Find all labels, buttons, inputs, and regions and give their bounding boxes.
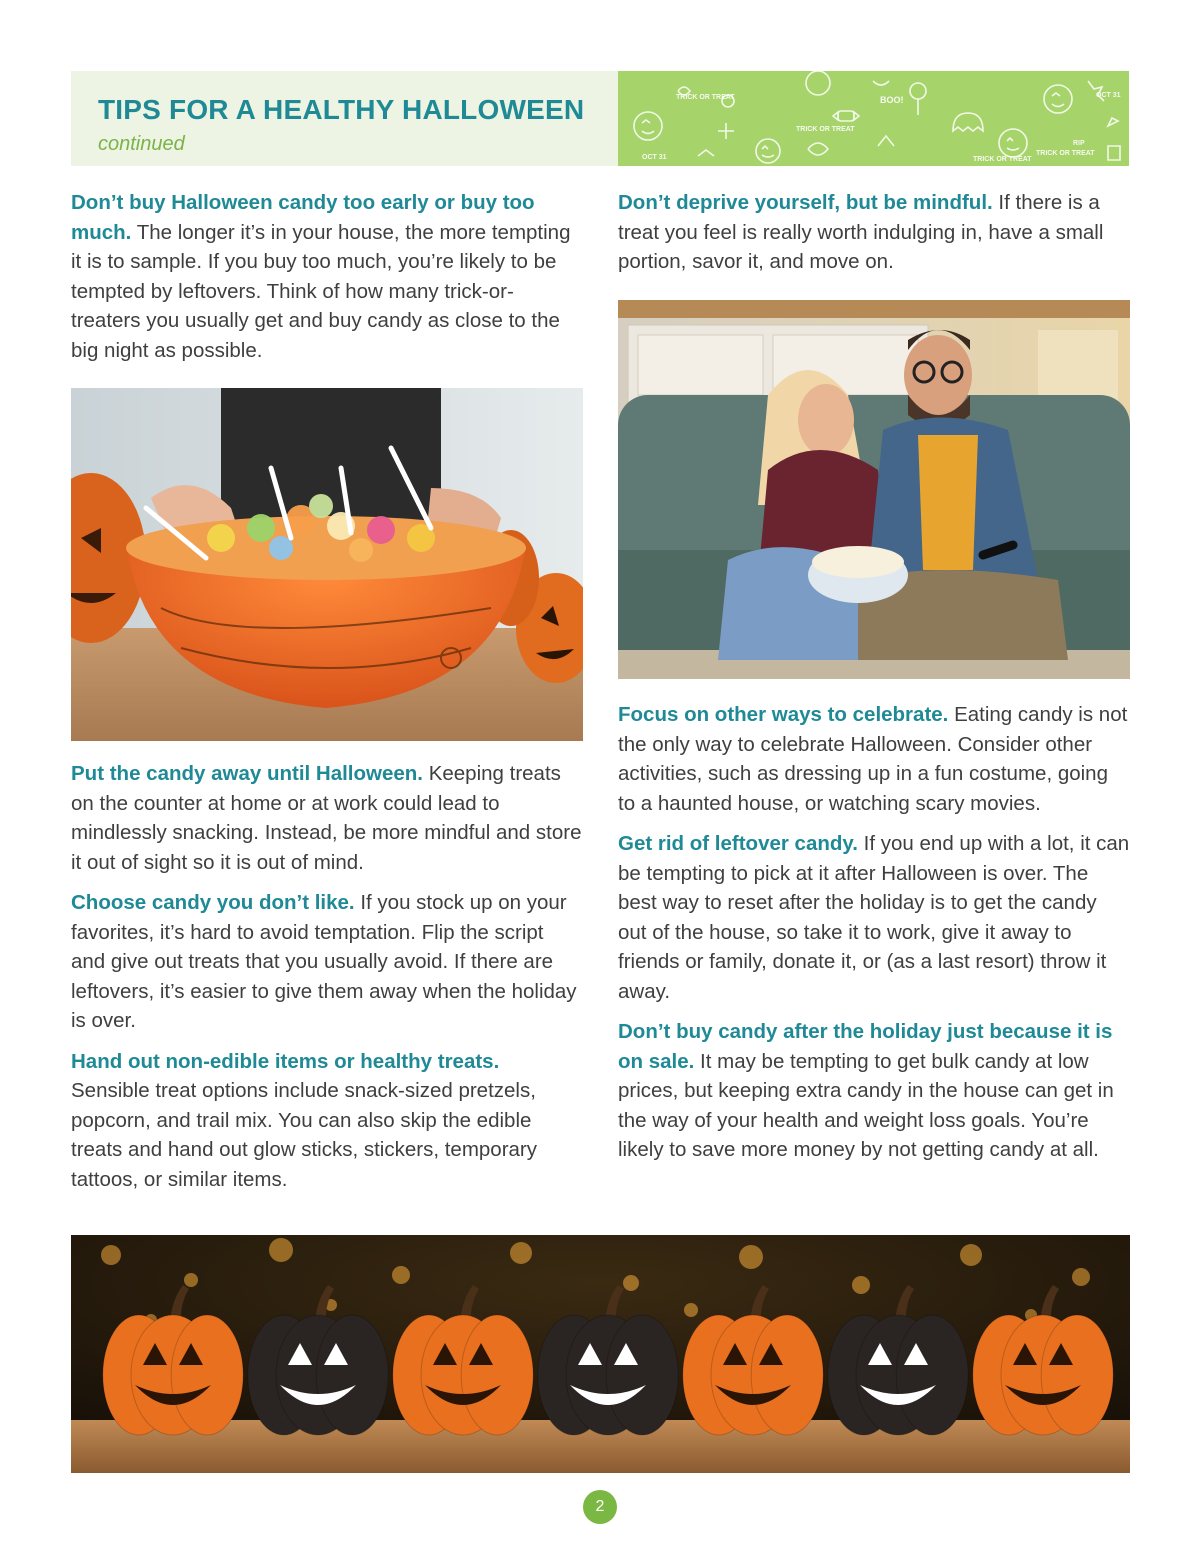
right-column-bottom xyxy=(618,700,1130,1165)
ghost-doodle-icon xyxy=(953,113,983,131)
page-title: TIPS FOR A HEALTHY HALLOWEEN xyxy=(98,94,585,125)
tip-heading: Hand out non-edible items or healthy treats. xyxy=(71,1049,500,1073)
tip-heading: Don’t buy Halloween candy too early or buy too much. xyxy=(71,191,535,244)
tombstone-icon xyxy=(1108,118,1120,160)
tip-paragraph xyxy=(71,759,583,877)
left-column-top xyxy=(71,188,583,365)
page-subtitle: continued xyxy=(98,133,185,155)
tip-body: Keeping treats on the counter at home or at work could lead to mindlessly snacking. Instead, be more mindful and store it out of sight so it is out of mind. xyxy=(71,762,582,874)
tip-paragraph xyxy=(71,1047,583,1195)
right-column-top xyxy=(618,188,1130,277)
header-title-panel xyxy=(71,71,618,166)
candy-wrapper-icon xyxy=(838,111,854,121)
pattern-text: OCT 31 xyxy=(1096,92,1121,99)
tip-paragraph xyxy=(618,829,1130,1006)
pumpkin-doodle-icon xyxy=(806,71,830,95)
pumpkin-doodle-icon xyxy=(634,112,662,140)
tip-heading: Don’t deprive yourself, but be mindful. xyxy=(618,191,993,214)
tip-body: The longer it’s in your house, the more tempting it is to sample. If you buy too much, you’re likely to be tempted by leftovers. Think of how many trick-or-treaters you usually get and buy candy as close to the big night as possible. xyxy=(71,220,571,362)
pattern-text: RIP xyxy=(1073,140,1085,147)
tip-body: Sensible treat options include snack-sized pretzels, popcorn, and trail mix. You can also skip the edible treats and hand out glow sticks, stickers, temporary tattoos, or similar items. xyxy=(71,1079,538,1191)
page-number-badge: 2 xyxy=(583,1490,617,1524)
tip-paragraph xyxy=(618,188,1130,277)
doodle-pattern-graphic xyxy=(618,71,1129,166)
tip-paragraph xyxy=(71,188,583,365)
jack-o-lanterns-banner-photo xyxy=(71,1235,1130,1473)
tip-heading: Don’t buy candy after the holiday just because it is on sale. xyxy=(618,1020,1113,1073)
tip-paragraph xyxy=(618,700,1130,818)
tip-body: If you stock up on your favorites, it’s hard to avoid temptation. Flip the script and give out treats that you usually avoid. If there are leftovers, it’s easier to give them away when the holiday is over. xyxy=(71,891,577,1032)
candy-doodle-icon xyxy=(808,143,828,155)
candy-bowl-photo xyxy=(71,388,583,741)
pumpkin-doodle-icon xyxy=(999,129,1027,157)
tip-body: If you end up with a lot, it can be tempting to pick at it after Halloween is over. The best way to reset after the holiday is to get the candy out of the house, so take it to work, give it away to friends or family, donate it, or (as a last resort) throw it away. xyxy=(618,832,1130,1003)
tip-heading: Get rid of leftover candy. xyxy=(618,832,858,855)
tip-paragraph xyxy=(71,888,583,1036)
pattern-text: OCT 31 xyxy=(642,154,667,161)
tip-heading: Put the candy away until Halloween. xyxy=(71,762,423,785)
pattern-text: TRICK OR TREAT xyxy=(973,156,1032,163)
lollipop-icon xyxy=(910,83,926,99)
tip-body: It may be tempting to get bulk candy at low prices, but keeping extra candy in the house can get in the way of your health and weight loss goals. You’re likely to save more money by not getting candy at all. xyxy=(618,1049,1114,1161)
tip-body: Eating candy is not the only way to celebrate Halloween. Consider other activities, such as dressing up in a fun costume, going to a haunted house, or watching scary movies. xyxy=(618,703,1128,815)
left-column-bottom xyxy=(71,759,583,1194)
tip-body: If there is a treat you feel is really worth indulging in, have a small portion, savor it, and move on. xyxy=(618,191,1104,273)
page-header xyxy=(71,71,1129,166)
tip-heading: Choose candy you don’t like. xyxy=(71,891,355,914)
pattern-text: TRICK OR TREAT xyxy=(1036,150,1095,157)
pattern-text: BOO! xyxy=(880,95,904,105)
pattern-text: TRICK OR TREAT xyxy=(796,126,855,133)
tip-paragraph xyxy=(618,1017,1130,1165)
halloween-doodle-pattern xyxy=(618,71,1129,166)
pattern-text: TRICK OR TREAT xyxy=(676,94,735,101)
couple-watching-movie-photo xyxy=(618,300,1130,679)
tip-heading: Focus on other ways to celebrate. xyxy=(618,703,949,726)
